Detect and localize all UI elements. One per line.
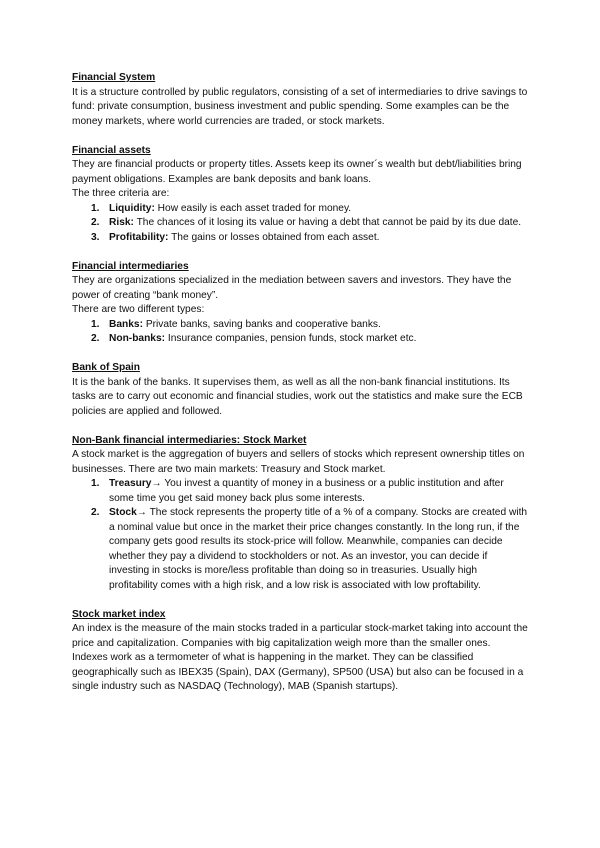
paragraph: The three criteria are: bbox=[72, 188, 170, 199]
list-number: 1. bbox=[91, 202, 100, 214]
list-text: Insurance companies, pension funds, stock market etc. bbox=[165, 333, 417, 344]
list-text: You invest a quantity of money in a business or a public institution and after some time you get said money back plus some interests. bbox=[109, 478, 504, 504]
list-item bbox=[72, 216, 528, 231]
paragraph: They are financial products or property titles. Assets keep its owner´s wealth but debt/liabilities bring payment obligations. Examples are bank deposits and bank loans. bbox=[72, 159, 522, 185]
list-text: The chances of it losing its value or having a debt that cannot be paid by its due date. bbox=[133, 217, 522, 228]
paragraph: It is the bank of the banks. It supervises them, as well as all the non-bank financial institutions. Its tasks are to carry out economic and financial studies, work out the statistics and make sure the ECB policies are applied and followed. bbox=[72, 376, 523, 417]
list-number: 2. bbox=[91, 333, 100, 344]
list-item bbox=[72, 318, 528, 333]
list-label: Liquidity: bbox=[109, 202, 155, 214]
section-heading: Financial intermediaries bbox=[72, 260, 189, 272]
list-item bbox=[72, 202, 528, 217]
section-stock-market bbox=[72, 434, 528, 594]
list-item bbox=[72, 231, 528, 246]
list-number: 2. bbox=[91, 217, 100, 228]
paragraph: There are two different types: bbox=[72, 304, 205, 315]
paragraph: Indexes work as a termometer of what is happening in the market. They can be classified geographically such as IBEX35 (Spain), DAX (Germany), SP500 (USA) but also can be focused in a single industry such as NASDAQ (Technology), MAB (Spanish startups). bbox=[72, 652, 524, 692]
list-number: 2. bbox=[91, 507, 100, 518]
paragraph: An index is the measure of the main stocks traded in a particular stock-market taking into account the price and capitalization. Companies with big capitalization weigh more than the smaller ones. bbox=[72, 623, 528, 649]
section-bank-of-spain bbox=[72, 361, 528, 419]
list-label: Profitability: bbox=[109, 231, 169, 243]
section-heading: Non-Bank financial intermediaries: Stock Market bbox=[72, 434, 307, 446]
list-text: The stock represents the property title of a % of a company. Stocks are created with a nominal value but once in the market their price changes constantly. In the long run, if the company gets good results its stock-price will follow. Meanwhile, companies can decide whether they pay a dividend to stockholders or not. As an investor, you can decide if investing in stocks is more/less profitable than doing so in treasuries. Usually high profitability comes with a high risk, and a low risk is associated with low proftability. bbox=[109, 507, 528, 591]
types-list bbox=[72, 318, 528, 347]
list-item bbox=[72, 477, 528, 506]
paragraph: They are organizations specialized in the mediation between savers and investors. They have the power of creating “bank money”. bbox=[72, 275, 512, 301]
list-label: Non-banks: bbox=[109, 333, 166, 344]
document-page bbox=[72, 71, 528, 709]
list-number: 3. bbox=[91, 231, 100, 243]
section-heading: Financial assets bbox=[72, 144, 151, 156]
section-financial-assets bbox=[72, 144, 528, 246]
section-financial-intermediaries bbox=[72, 260, 528, 347]
section-heading: Bank of Spain bbox=[72, 362, 140, 373]
list-label: Risk: bbox=[109, 217, 134, 228]
section-heading: Financial System bbox=[72, 72, 156, 83]
list-item bbox=[72, 332, 528, 347]
markets-list bbox=[72, 477, 528, 593]
section-heading: Stock market index bbox=[72, 608, 166, 620]
section-stock-market-index bbox=[72, 608, 528, 695]
section-financial-system bbox=[72, 71, 528, 129]
list-label: Treasury→ bbox=[109, 478, 162, 489]
list-text: How easily is each asset traded for money. bbox=[154, 202, 352, 214]
paragraph: A stock market is the aggregation of buyers and sellers of stocks which represent ownership titles on businesses. There are two main markets: Treasury and Stock market. bbox=[72, 449, 525, 475]
paragraph: It is a structure controlled by public regulators, consisting of a set of intermediaries to drive savings to fund: private consumption, business investment and public spending. Some examples can be the money markets, where world currencies are traded, or stock markets. bbox=[72, 86, 528, 127]
list-text: Private banks, saving banks and cooperative banks. bbox=[142, 318, 381, 330]
list-number: 1. bbox=[91, 318, 100, 330]
list-label: Stock→ bbox=[109, 507, 147, 518]
list-item bbox=[72, 506, 528, 593]
list-number: 1. bbox=[91, 478, 100, 489]
list-label: Banks: bbox=[109, 318, 143, 330]
criteria-list bbox=[72, 202, 528, 246]
list-text: The gains or losses obtained from each asset. bbox=[168, 231, 380, 243]
